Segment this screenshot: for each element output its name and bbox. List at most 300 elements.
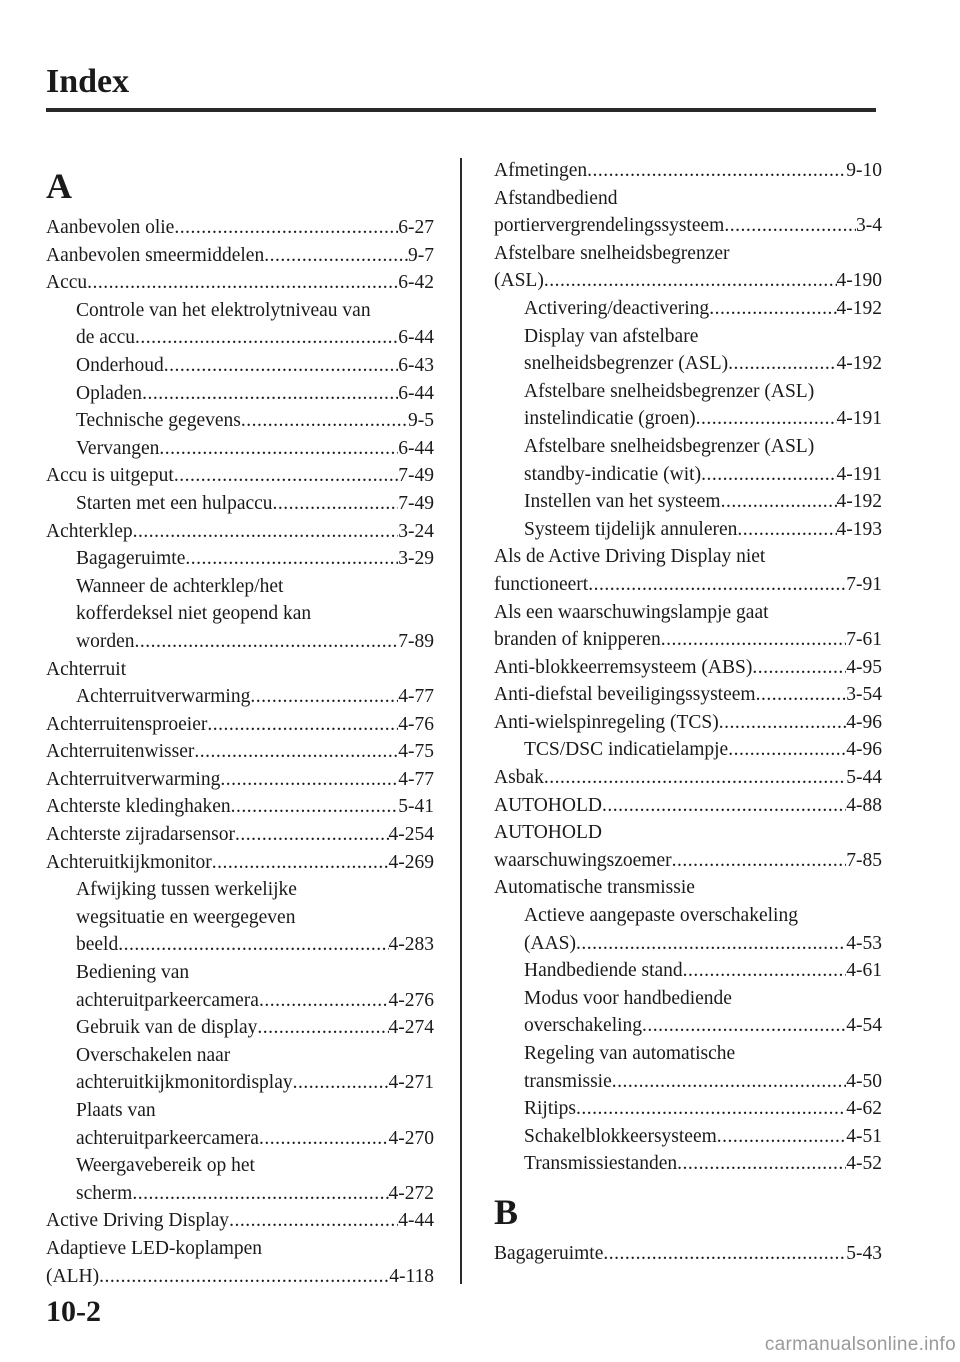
entry-page-ref: 4-190 (836, 270, 882, 292)
entry-line: Adaptieve LED-koplampen (46, 1237, 263, 1259)
entry-term: Anti-blokkeerremsysteem (ABS) (494, 656, 753, 678)
dot-leader (724, 212, 856, 240)
page-number: 10-2 (46, 1295, 101, 1328)
dot-leader (677, 1150, 846, 1178)
entry-page-ref: 7-61 (846, 629, 882, 651)
section-letter-b: B (494, 1191, 519, 1232)
entry-page-ref: 4-283 (388, 934, 434, 956)
index-subentry (494, 433, 882, 488)
entry-term: Handbediende stand (524, 960, 683, 982)
entry-term: achteruitparkeercamera (76, 1127, 259, 1149)
dot-leader (259, 1125, 389, 1153)
entry-leader-row (76, 931, 434, 959)
index-subentry (46, 1042, 434, 1097)
entry-term: standby-indicatie (wit) (524, 463, 702, 485)
entry-term: branden of knipperen (494, 629, 661, 651)
entry-line: Afstelbare snelheidsbegrenzer (ASL) (524, 380, 815, 402)
entry-leader-row (494, 571, 882, 599)
entry-term: Asbak (494, 767, 544, 789)
entry-page-ref: 4-77 (398, 686, 434, 708)
entry-page-ref: 4-271 (388, 1072, 434, 1094)
index-subentry (494, 516, 882, 544)
entry-term: Activering/deactivering (524, 297, 710, 319)
entry-page-ref: 5-43 (846, 1242, 882, 1264)
index-subentry (46, 683, 434, 711)
entry-leader-row (524, 930, 882, 958)
dot-leader (134, 628, 398, 656)
entry-page-ref: 9-5 (408, 410, 434, 432)
entry-line: wegsituatie en weergegeven (76, 906, 296, 928)
entry-page-ref: 5-44 (846, 767, 882, 789)
entry-term: Bagageruimte (494, 1242, 604, 1264)
entry-leader-row (76, 628, 434, 656)
entry-leader-row (46, 821, 434, 849)
entry-term: Onderhoud (76, 354, 164, 376)
entry-leader-row (524, 1068, 882, 1096)
dot-leader (709, 295, 836, 323)
entry-page-ref: 4-193 (836, 518, 882, 540)
index-subentry (494, 295, 882, 323)
entry-term: beeld (76, 934, 119, 956)
entry-term: scherm (76, 1182, 133, 1204)
dot-leader (212, 849, 389, 877)
dot-leader (612, 1068, 847, 1096)
index-column-left (46, 160, 434, 1290)
entry-leader-row (76, 380, 434, 408)
entry-page-ref: 6-42 (398, 272, 434, 294)
entry-leader-row (494, 709, 882, 737)
dot-leader (259, 987, 389, 1015)
index-subentry (46, 352, 434, 380)
index-subentry (46, 435, 434, 463)
entry-leader-row (524, 1150, 882, 1178)
entry-term: (ALH) (46, 1265, 100, 1287)
dot-leader (133, 518, 399, 546)
entry-page-ref: 4-192 (836, 491, 882, 513)
entry-leader-row (494, 1240, 882, 1268)
index-subentry (46, 297, 434, 352)
entry-leader-row (76, 352, 434, 380)
entry-page-ref: 4-76 (398, 713, 434, 735)
entry-line: Automatische transmissie (494, 877, 695, 899)
entry-leader-row (494, 847, 882, 875)
index-entry (46, 821, 434, 849)
index-subentry (46, 876, 434, 959)
entry-page-ref: 4-254 (388, 824, 434, 846)
dot-leader (132, 1180, 388, 1208)
dot-leader (174, 462, 398, 490)
entry-page-ref: 6-43 (398, 354, 434, 376)
dot-leader (185, 545, 398, 573)
dot-leader (194, 738, 398, 766)
entry-leader-row (524, 405, 882, 433)
dot-leader (728, 350, 836, 378)
entry-line: AUTOHOLD (494, 822, 602, 844)
entry-list (494, 157, 882, 1178)
entry-leader-row (76, 324, 434, 352)
dot-leader (231, 793, 399, 821)
entry-line: Overschakelen naar (76, 1044, 231, 1066)
entry-page-ref: 6-27 (398, 217, 434, 238)
entry-page-ref: 4-276 (388, 989, 434, 1011)
entry-leader-row (76, 987, 434, 1015)
entry-page-ref: 4-62 (846, 1098, 882, 1120)
entry-term: Opladen (76, 382, 143, 404)
dot-leader (588, 571, 846, 599)
index-subentry (494, 323, 882, 378)
dot-leader (142, 380, 398, 408)
entry-term: Aanbevolen smeermiddelen (46, 244, 265, 266)
entry-page-ref: 9-7 (408, 244, 434, 266)
dot-leader (576, 930, 846, 958)
entry-page-ref: 7-49 (398, 465, 434, 487)
entry-leader-row (494, 792, 882, 820)
entry-term: Schakelblokkeersysteem (524, 1125, 717, 1147)
entry-term: Accu (46, 272, 88, 294)
entry-leader-row (494, 212, 882, 240)
index-subentry (46, 1097, 434, 1152)
dot-leader (250, 683, 398, 711)
entry-leader-row (494, 654, 882, 682)
entry-list (46, 214, 434, 1290)
entry-leader-row (494, 626, 882, 654)
dot-leader (717, 1123, 846, 1151)
entry-page-ref: 6-44 (398, 382, 434, 404)
entry-leader-row (46, 462, 434, 490)
entry-term: Achterruitverwarming (46, 768, 221, 790)
index-entry (46, 242, 434, 270)
dot-leader (159, 435, 398, 463)
dot-leader (544, 267, 837, 295)
dot-leader (118, 931, 388, 959)
entry-term: Transmissiestanden (524, 1153, 678, 1175)
header-rule (46, 108, 876, 112)
index-subentry (46, 545, 434, 573)
index-entry (494, 157, 882, 185)
entry-term: Anti-diefstal beveiligingssysteem (494, 684, 756, 706)
index-entry (46, 214, 434, 242)
index-entry (494, 709, 882, 737)
entry-line: kofferdeksel niet geopend kan (76, 603, 312, 625)
entry-line: Controle van het elektrolytniveau van (76, 299, 371, 321)
entry-term: Gebruik van de display (76, 1017, 258, 1039)
index-entry (46, 462, 434, 490)
entry-term: Afmetingen (494, 160, 588, 181)
entry-page-ref: 4-95 (846, 656, 882, 678)
entry-page-ref: 4-191 (836, 408, 882, 430)
entry-leader-row (494, 267, 882, 295)
dot-leader (229, 1207, 398, 1235)
entry-term: Systeem tijdelijk annuleren (524, 518, 738, 540)
dot-leader (719, 709, 846, 737)
entry-page-ref: 9-10 (846, 160, 882, 181)
index-subentry (46, 490, 434, 518)
index-subentry (46, 380, 434, 408)
index-entry (46, 269, 434, 297)
entry-leader-row (46, 766, 434, 794)
index-column-right (494, 157, 882, 1268)
entry-line: Actieve aangepaste overschakeling (524, 905, 798, 927)
entry-page-ref: 4-96 (846, 739, 882, 761)
index-subentry (494, 1150, 882, 1178)
dot-leader (576, 1095, 846, 1123)
entry-leader-row (46, 518, 434, 546)
entry-term: Achterklep (46, 520, 133, 542)
dot-leader (756, 681, 847, 709)
entry-leader-row (46, 242, 434, 270)
entry-page-ref: 6-44 (398, 327, 434, 349)
entry-leader-row (76, 490, 434, 518)
entry-leader-row (524, 1095, 882, 1123)
dot-leader (603, 1240, 846, 1268)
dot-leader (642, 1012, 846, 1040)
index-entry (494, 185, 882, 240)
entry-term: Achterruitensproeier (46, 713, 208, 735)
entry-page-ref: 4-118 (389, 1265, 434, 1287)
entry-term: Instellen van het systeem (524, 491, 721, 513)
entry-leader-row (524, 1012, 882, 1040)
entry-leader-row (76, 545, 434, 573)
index-subentry (46, 959, 434, 1014)
index-subentry (494, 957, 882, 985)
entry-term: transmissie (524, 1070, 612, 1092)
entry-term: Accu is uitgeput (46, 465, 174, 487)
dot-leader (273, 490, 399, 518)
index-entry (494, 792, 882, 820)
page-title: Index (46, 63, 130, 100)
index-entry (46, 1235, 434, 1290)
entry-page-ref: 4-54 (846, 1015, 882, 1037)
entry-term: Achteruitkijkmonitor (46, 851, 212, 873)
entry-page-ref: 4-88 (846, 794, 882, 816)
column-divider (460, 158, 462, 1284)
index-entry (494, 240, 882, 295)
index-subentry (494, 736, 882, 764)
index-entry (46, 518, 434, 546)
entry-leader-row (76, 1180, 434, 1208)
index-subentry (46, 573, 434, 656)
index-entry (494, 874, 882, 902)
dot-leader (293, 1069, 389, 1097)
index-entry (46, 1207, 434, 1235)
entry-leader-row (46, 793, 434, 821)
entry-page-ref: 3-24 (398, 520, 434, 542)
entry-line: Afstelbare snelheidsbegrenzer (ASL) (524, 435, 815, 457)
entry-term: Active Driving Display (46, 1210, 230, 1232)
entry-term: Bagageruimte (76, 548, 186, 570)
entry-page-ref: 4-191 (836, 463, 882, 485)
entry-page-ref: 5-41 (398, 796, 434, 818)
entry-term: Achterste kledinghaken (46, 796, 231, 818)
entry-term: Starten met een hulpaccu (76, 492, 273, 514)
dot-leader (241, 407, 408, 435)
dot-leader (164, 352, 399, 380)
entry-page-ref: 4-272 (388, 1182, 434, 1204)
entry-leader-row (524, 1123, 882, 1151)
entry-line: Afstelbare snelheidsbegrenzer (494, 242, 730, 264)
index-entry (46, 738, 434, 766)
entry-page-ref: 4-270 (388, 1127, 434, 1149)
entry-page-ref: 3-29 (398, 548, 434, 570)
entry-page-ref: 7-91 (846, 573, 882, 595)
entry-leader-row (524, 516, 882, 544)
index-subentry (494, 1040, 882, 1095)
dot-leader (661, 626, 846, 654)
entry-term: achteruitkijkmonitordisplay (76, 1072, 293, 1094)
entry-term: de accu (76, 327, 135, 349)
entry-leader-row (494, 764, 882, 792)
entry-term: waarschuwingszoemer (494, 849, 672, 871)
entry-list (494, 1240, 882, 1268)
entry-leader-row (524, 295, 882, 323)
entry-leader-row (524, 957, 882, 985)
dot-leader (99, 1263, 389, 1291)
entry-page-ref: 4-51 (846, 1125, 882, 1147)
index-entry (494, 1240, 882, 1268)
entry-leader-row (46, 214, 434, 242)
entry-term: AUTOHOLD (494, 794, 602, 816)
entry-leader-row (46, 1207, 434, 1235)
dot-leader (264, 242, 408, 270)
entry-term: (AAS) (524, 932, 576, 954)
index-entry (494, 681, 882, 709)
entry-term: (ASL) (494, 270, 544, 292)
entry-leader-row (46, 711, 434, 739)
entry-leader-row (76, 435, 434, 463)
entry-line: Bediening van (76, 962, 190, 984)
entry-page-ref: 4-192 (836, 353, 882, 375)
dot-leader (587, 157, 846, 185)
index-subentry (494, 378, 882, 433)
section-letter-a: A (46, 166, 72, 206)
entry-term: Anti-wielspinregeling (TCS) (494, 711, 719, 733)
entry-line: Display van afstelbare (524, 325, 699, 347)
dot-leader (257, 1014, 388, 1042)
entry-page-ref: 4-61 (846, 960, 882, 982)
entry-term: Achterruitenwisser (46, 741, 195, 763)
entry-line: Als de Active Driving Display niet (494, 546, 766, 568)
entry-term: overschakeling (524, 1015, 643, 1037)
dot-leader (602, 792, 846, 820)
entry-page-ref: 4-77 (398, 768, 434, 790)
entry-line: Plaats van (76, 1100, 156, 1121)
index-entry (494, 599, 882, 654)
dot-leader (752, 654, 846, 682)
entry-page-ref: 4-269 (388, 851, 434, 873)
entry-term: functioneert (494, 573, 589, 595)
entry-term: Vervangen (76, 437, 160, 459)
dot-leader (672, 847, 847, 875)
entry-page-ref: 4-44 (398, 1210, 434, 1232)
index-entry (494, 764, 882, 792)
dot-leader (207, 711, 398, 739)
entry-page-ref: 7-85 (846, 849, 882, 871)
entry-page-ref: 7-89 (398, 630, 434, 652)
entry-leader-row (46, 269, 434, 297)
index-entry (46, 766, 434, 794)
entry-page-ref: 4-53 (846, 932, 882, 954)
entry-page-ref: 4-192 (836, 297, 882, 319)
index-subentry (46, 407, 434, 435)
dot-leader (135, 324, 398, 352)
index-subentry (494, 488, 882, 516)
entry-page-ref: 4-75 (398, 741, 434, 763)
dot-leader (235, 821, 389, 849)
entry-term: Aanbevolen olie (46, 217, 175, 238)
entry-term: worden (76, 630, 135, 652)
entry-term: Achterste zijradarsensor (46, 824, 235, 846)
index-entry (494, 654, 882, 682)
dot-leader (544, 764, 846, 792)
entry-line: Modus voor handbediende (524, 987, 732, 1009)
entry-page-ref: 7-49 (398, 492, 434, 514)
entry-leader-row (524, 488, 882, 516)
entry-term: achteruitparkeercamera (76, 989, 259, 1011)
dot-leader (683, 957, 847, 985)
dot-leader (728, 736, 846, 764)
entry-page-ref: 4-50 (846, 1070, 882, 1092)
entry-page-ref: 3-4 (856, 215, 882, 237)
dot-leader (87, 269, 398, 297)
entry-line: Afstandbediend (494, 187, 618, 209)
index-entry (46, 849, 434, 877)
entry-leader-row (524, 736, 882, 764)
entry-term: Achterruitverwarming (76, 686, 251, 708)
entry-leader-row (46, 738, 434, 766)
entry-term: snelheidsbegrenzer (ASL) (524, 353, 729, 375)
index-entry (46, 656, 434, 684)
index-entry (494, 819, 882, 874)
index-entry (46, 711, 434, 739)
index-subentry (46, 1152, 434, 1207)
entry-page-ref: 4-52 (846, 1153, 882, 1175)
watermark: carmanualsonline.info (764, 1334, 956, 1355)
entry-leader-row (76, 407, 434, 435)
dot-leader (701, 461, 836, 489)
dot-leader (174, 214, 398, 242)
entry-term: portiervergrendelingssysteem (494, 215, 725, 237)
entry-leader-row (494, 681, 882, 709)
index-subentry (46, 1014, 434, 1042)
entry-line: Wanneer de achterklep/het (76, 575, 284, 597)
entry-leader-row (76, 1125, 434, 1153)
entry-leader-row (524, 461, 882, 489)
entry-leader-row (524, 350, 882, 378)
entry-term: TCS/DSC indicatielampje (524, 739, 729, 761)
entry-line: Weergavebereik op het (76, 1155, 255, 1177)
entry-term: Rijtips (524, 1098, 577, 1120)
index-entry (494, 543, 882, 598)
entry-page-ref: 6-44 (398, 437, 434, 459)
entry-page-ref: 4-274 (388, 1017, 434, 1039)
entry-term: Technische gegevens (76, 410, 241, 432)
entry-leader-row (76, 683, 434, 711)
dot-leader (696, 405, 837, 433)
entry-leader-row (46, 849, 434, 877)
entry-line: Achterruit (46, 658, 127, 680)
index-entry (46, 793, 434, 821)
dot-leader (737, 516, 836, 544)
entry-page-ref: 4-96 (846, 711, 882, 733)
index-subentry (494, 902, 882, 957)
index-subentry (494, 1095, 882, 1123)
index-subentry (494, 1123, 882, 1151)
entry-line: Afwijking tussen werkelijke (76, 879, 297, 901)
entry-line: Regeling van automatische (524, 1043, 736, 1064)
entry-leader-row (46, 1263, 434, 1291)
dot-leader (220, 766, 398, 794)
entry-leader-row (76, 1014, 434, 1042)
